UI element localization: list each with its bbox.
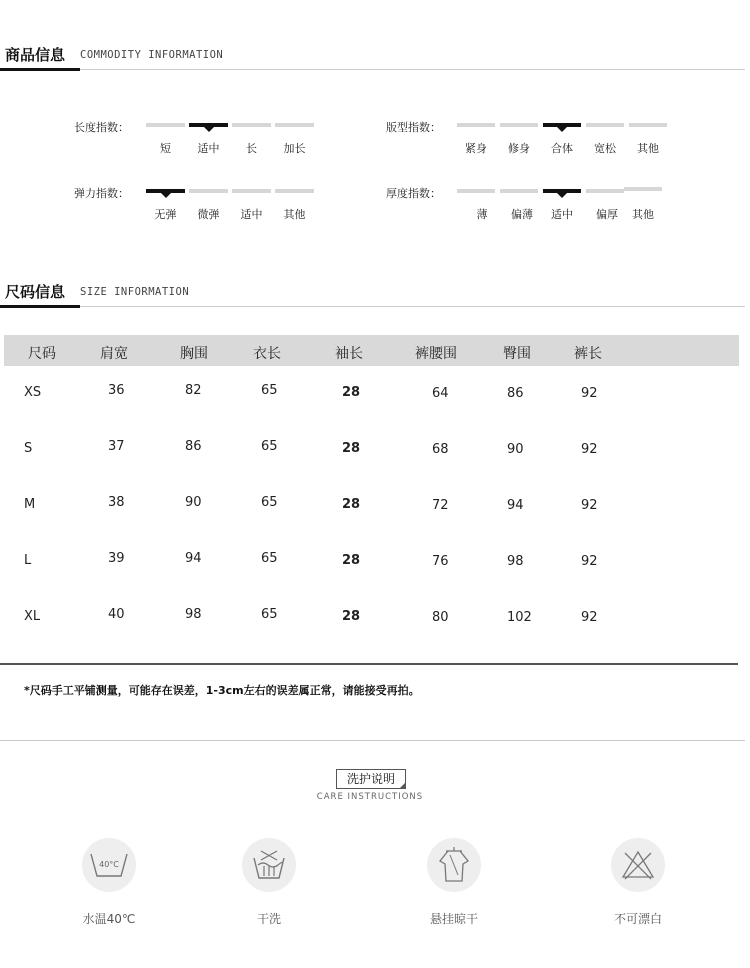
care-item-wash-40 — [54, 838, 164, 927]
cell-chest: 98 — [185, 607, 202, 622]
cell-hip: 102 — [507, 610, 532, 625]
cell-waist: 76 — [432, 554, 449, 569]
fit-option: 宽松 — [594, 142, 616, 155]
cell-length: 65 — [261, 495, 278, 510]
elasticity-option: 适中 — [240, 208, 263, 221]
cell-sleeve: 28 — [342, 497, 361, 512]
cell-sleeve: 28 — [342, 385, 361, 400]
cell-sleeve: 28 — [342, 553, 361, 568]
section-underline — [0, 68, 80, 71]
cell-hip: 86 — [507, 386, 524, 401]
fit-option: 修身 — [508, 142, 530, 155]
fit-option: 紧身 — [465, 142, 487, 155]
thickness-option: 偏薄 — [511, 208, 533, 221]
elasticity-index-label: 弹力指数： — [74, 187, 129, 200]
cell-shoulder: 36 — [108, 383, 125, 398]
cell-length: 65 — [261, 607, 278, 622]
col-header-shoulder: 肩宽 — [100, 346, 128, 362]
commodity-section-header — [0, 38, 745, 70]
thickness-option: 薄 — [476, 208, 488, 221]
cell-pant-length: 92 — [581, 610, 598, 625]
care-label: 不可漂白 — [613, 912, 662, 926]
col-header-sleeve: 袖长 — [335, 346, 363, 362]
elasticity-bar-1 — [189, 189, 228, 193]
care-divider — [0, 740, 745, 741]
elasticity-option: 其他 — [283, 208, 306, 221]
thickness-option: 适中 — [551, 208, 573, 221]
elasticity-option: 微弹 — [197, 208, 220, 221]
fit-bar-3 — [586, 123, 624, 127]
cell-pant-length: 92 — [581, 386, 598, 401]
cell-size: S — [24, 441, 33, 456]
cell-length: 65 — [261, 383, 278, 398]
wash-temp-icon-text: 40°C — [99, 860, 119, 869]
commodity-title-en: COMMODITY INFORMATION — [80, 49, 224, 61]
col-header-size: 尺码 — [28, 346, 56, 362]
thickness-bar-1 — [500, 189, 538, 193]
cell-pant-length: 92 — [581, 442, 598, 457]
care-label: 干洗 — [256, 912, 281, 926]
cell-sleeve: 28 — [342, 441, 361, 456]
size-title-zh: 尺码信息 — [5, 283, 66, 301]
cell-length: 65 — [261, 551, 278, 566]
care-title-box: 洗护说明 — [336, 769, 406, 789]
fit-bar-4 — [629, 123, 667, 127]
care-label: 悬挂晾干 — [429, 912, 478, 926]
cell-pant-length: 92 — [581, 554, 598, 569]
col-header-waist: 裤腰围 — [415, 346, 457, 362]
cell-size: XS — [24, 385, 42, 400]
size-title-en: SIZE INFORMATION — [80, 286, 190, 298]
cell-waist: 72 — [432, 498, 449, 513]
care-item-no-bleach — [583, 838, 693, 927]
cell-hip: 94 — [507, 498, 524, 513]
cell-pant-length: 92 — [581, 498, 598, 513]
thickness-bar-0 — [457, 189, 495, 193]
table-bottom-divider — [0, 663, 738, 665]
cell-waist: 64 — [432, 386, 449, 401]
size-section-header — [0, 275, 745, 307]
fit-bar-0 — [457, 123, 495, 127]
col-header-hip: 臀围 — [503, 346, 531, 362]
thickness-bar-4 — [624, 187, 662, 191]
length-option: 长 — [246, 142, 257, 155]
measurement-note: *尺码手工平铺测量，可能存在误差，1-3cm左右的误差属正常，请能接受再拍。 — [24, 684, 420, 697]
dry-clean-icon — [242, 838, 296, 892]
cell-chest: 94 — [185, 551, 202, 566]
thickness-index-label: 厚度指数： — [386, 187, 441, 200]
thickness-option: 偏厚 — [596, 208, 618, 221]
care-title-en: CARE INSTRUCTIONS — [316, 792, 424, 802]
care-label: 水温40℃ — [82, 912, 136, 926]
cell-waist: 68 — [432, 442, 449, 457]
fit-index-label: 版型指数： — [386, 121, 441, 134]
col-header-pant-length: 裤长 — [574, 346, 602, 362]
length-bar-0 — [146, 123, 185, 127]
cell-sleeve: 28 — [342, 609, 361, 624]
wash-40-icon — [82, 838, 136, 892]
cell-hip: 98 — [507, 554, 524, 569]
section-underline — [0, 305, 80, 308]
length-bar-2 — [232, 123, 271, 127]
cell-size: L — [24, 553, 32, 568]
length-bar-1-selected — [189, 123, 228, 127]
length-index-label: 长度指数： — [74, 121, 129, 134]
length-bar-3 — [275, 123, 314, 127]
fit-bar-1 — [500, 123, 538, 127]
care-item-hang-dry — [399, 838, 509, 927]
thickness-bar-3 — [586, 189, 624, 193]
elasticity-option: 无弹 — [154, 208, 177, 221]
cell-waist: 80 — [432, 610, 449, 625]
hang-dry-icon — [427, 838, 481, 892]
cell-shoulder: 37 — [108, 439, 125, 454]
cell-shoulder: 38 — [108, 495, 125, 510]
no-bleach-icon — [611, 838, 665, 892]
length-option: 加长 — [283, 142, 306, 155]
care-item-dry-clean — [214, 838, 324, 927]
elasticity-bar-3 — [275, 189, 314, 193]
cell-length: 65 — [261, 439, 278, 454]
cell-shoulder: 40 — [108, 607, 125, 622]
fit-bar-2-selected — [543, 123, 581, 127]
cell-hip: 90 — [507, 442, 524, 457]
cell-size: XL — [24, 609, 41, 624]
thickness-option: 其他 — [632, 208, 654, 221]
elasticity-bar-0-selected — [146, 189, 185, 193]
cell-chest: 82 — [185, 383, 202, 398]
col-header-length: 衣长 — [253, 346, 281, 362]
thickness-bar-2-selected — [543, 189, 581, 193]
length-option: 短 — [160, 142, 171, 155]
cell-chest: 90 — [185, 495, 202, 510]
cell-size: M — [24, 497, 36, 512]
elasticity-bar-2 — [232, 189, 271, 193]
cell-shoulder: 39 — [108, 551, 125, 566]
cell-chest: 86 — [185, 439, 202, 454]
fit-option: 合体 — [551, 142, 573, 155]
length-option: 适中 — [197, 142, 220, 155]
commodity-title-zh: 商品信息 — [5, 46, 66, 64]
col-header-chest: 胸围 — [180, 346, 208, 362]
fit-option: 其他 — [637, 142, 659, 155]
